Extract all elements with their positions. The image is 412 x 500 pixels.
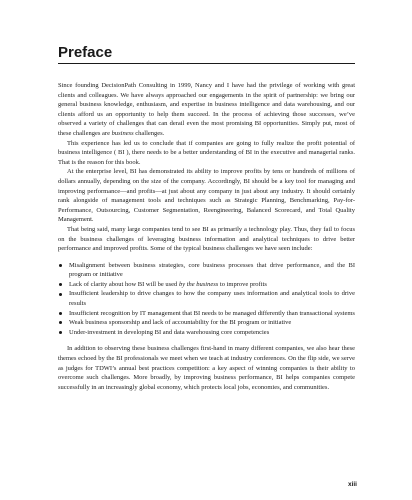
page-title: Preface [58,44,113,61]
paragraph-1-text: Since founding DecisionPath Consulting in 1999, Nancy and I have had the privilege of working with great clients and colleagues. We have always approached our engagements in the spirit of partnership: we bring our general business knowledge, enthusiasm, and expertise in business intelligence and data warehousing, and our clients afford us an opportunity to help them succeed. In the process of achieving those successes, we’ve observed a variety of challenges that can derail even the most promising BI opportunities. Simply put, most of these challenges are [58,82,355,137]
paragraph-3: At the enterprise level, BI has demonstrated its ability to improve profits by tens or hundreds of millions of dollars annually, depending on the size of the company. Accordingly, BI should be a key tool for managing and improving performance—and profits—at just about any company in just about any industry. It should certainly rank alongside of management tools and techniques such as Strategic Planning, Benchmarking, Pay-for-Performance, Outsourcing, Customer Segmentation, Reengineering, Balanced Scorecard, and Total Quality Management. [58,168,355,224]
page-number: xiii [347,481,357,488]
list-item-text: Insufficient leadership to drive changes to how the company uses information and analytical tools to drive results [69,290,355,308]
paragraph-1-emphasis: business [111,129,134,137]
challenges-list [58,261,355,338]
list-item [58,328,355,338]
list-item [58,309,355,319]
list-item [58,261,355,280]
list-item-text: Under-investment in developing BI and data warehousing core competencies [69,328,270,336]
list-item-emphasis: by the business [178,280,219,288]
title-rule [58,63,355,64]
paragraph-4: That being said, many large companies tend to see BI as primarily a technology play. Thus, they fail to focus on the business challenges of leveraging business information and analytical techniques to drive better performance and improved profits. Some of the typical business challenges we have seen include: [58,225,355,253]
bullet-icon [59,331,62,334]
paragraph-1 [58,81,355,139]
bullet-icon [59,293,62,296]
list-item-text: Lack of clarity about how BI will be used [69,280,179,288]
bullet-icon [59,264,62,267]
paragraph-1-text-end: challenges. [133,129,165,137]
preface-body [58,81,355,392]
list-item [58,289,355,308]
bullet-icon [59,321,62,324]
list-item-text: Weak business sponsorship and lack of accountability for the BI program or initiative [69,319,292,327]
bullet-icon [59,312,62,315]
list-item-text: Insufficient recognition by IT management that BI needs to be managed differently than transactional systems [69,309,355,317]
list-item [58,280,355,290]
list-item [58,318,355,328]
paragraph-2: This experience has led us to conclude that if companies are going to fully realize the profit potential of business intelligence ( BI ), there needs to be a better understanding of BI in the executive and managerial ranks. That is the reason for this book. [58,139,355,166]
bullet-icon [59,283,62,286]
list-item-text-end: to improve profits [218,280,267,288]
paragraph-5: In addition to observing these business challenges first-hand in many different companies, we also hear these themes echoed by the BI professionals we meet when we teach at industry conferences. On the flip side, we serve as judges for TDWI’s annual best practices competition: a key aspect of winning companies is their ability to overcome such challenges. More broadly, by improving business performance, BI helps companies compete successfully in an increasingly global economy, which protects local jobs, economies, and communities. [58,345,355,391]
list-item-text: Misalignment between business strategies, core business processes that drive performance, and the BI program or initiative [69,261,355,279]
